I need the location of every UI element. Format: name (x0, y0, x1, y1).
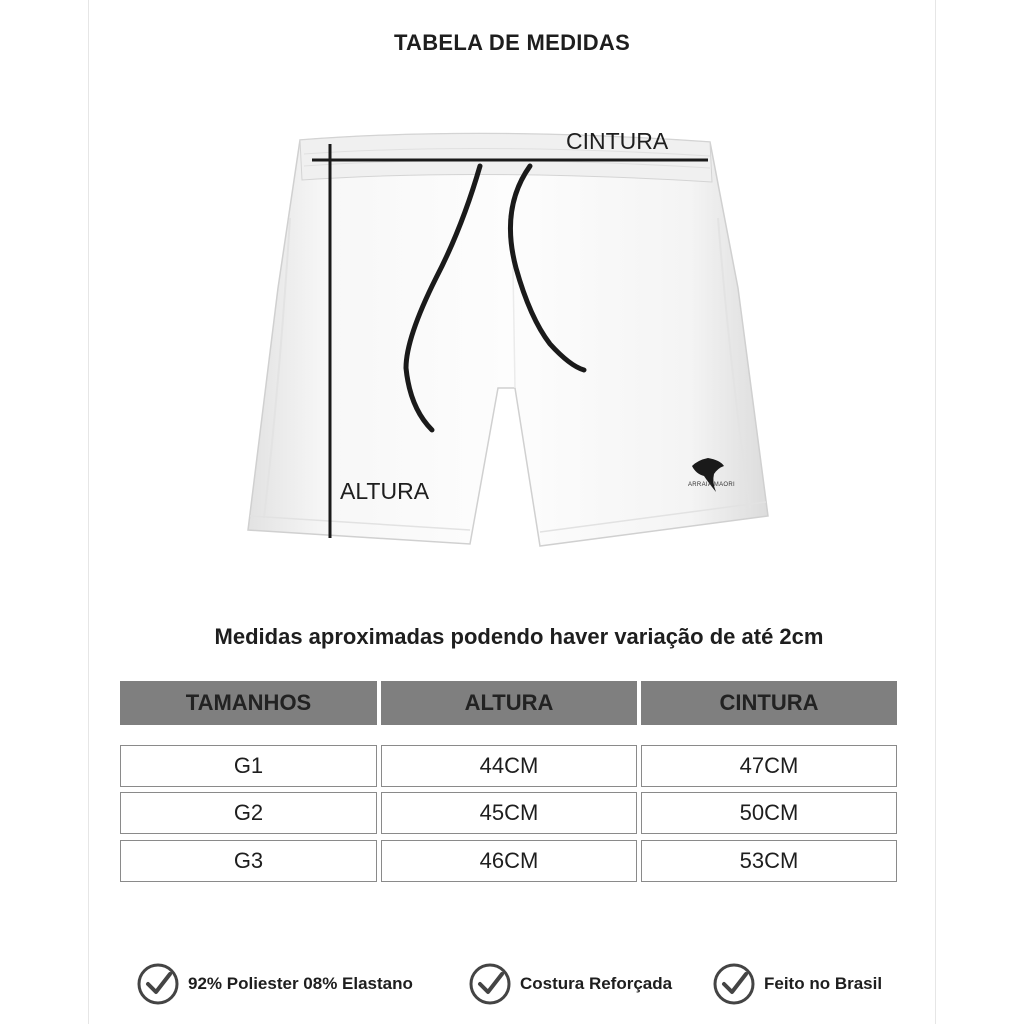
feature-stitching (468, 960, 672, 1008)
table-cell-size: G3 (120, 840, 377, 882)
table-header-waist: CINTURA (641, 681, 897, 725)
table-cell-waist: 47CM (641, 745, 897, 787)
feature-material (136, 960, 413, 1008)
check-circle-icon (712, 962, 756, 1006)
page-title: TABELA DE MEDIDAS (393, 30, 631, 55)
table-header-sizes: TAMANHOS (120, 681, 377, 725)
brand-text: ARRAIA MAORI (688, 482, 735, 488)
height-label: ALTURA (340, 478, 430, 504)
table-cell-height: 44CM (381, 745, 637, 787)
check-circle-icon (468, 962, 512, 1006)
feature-label: 92% Poliester 08% Elastano (188, 974, 413, 993)
table-cell-size: G1 (120, 745, 377, 787)
table-cell-waist: 53CM (641, 840, 897, 882)
feature-label: Costura Reforçada (520, 974, 673, 993)
table-cell-height: 45CM (381, 792, 637, 834)
table-cell-height: 46CM (381, 840, 637, 882)
waist-label: CINTURA (566, 128, 669, 154)
measurement-note: Medidas aproximadas podendo haver variação de até 2cm (214, 624, 824, 649)
shorts-illustration (230, 118, 790, 578)
feature-origin (712, 960, 882, 1008)
check-circle-icon (136, 962, 180, 1006)
feature-label: Feito no Brasil (764, 974, 883, 993)
table-cell-size: G2 (120, 792, 377, 834)
table-header-height: ALTURA (381, 681, 637, 725)
table-cell-waist: 50CM (641, 792, 897, 834)
